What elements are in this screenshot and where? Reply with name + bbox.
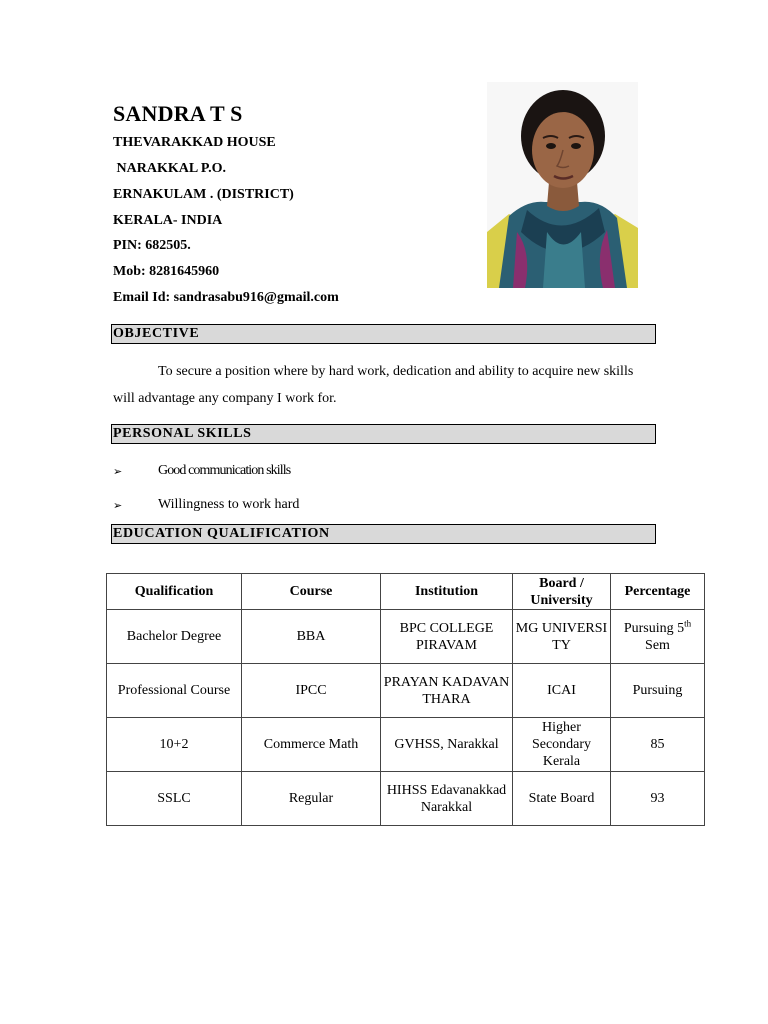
education-section-header <box>111 524 656 544</box>
skill-item: Good communication skills <box>158 463 291 478</box>
column-header-percentage: Percentage <box>611 574 705 610</box>
email-address: Email Id: sandrasabu916@gmail.com <box>113 290 339 305</box>
cell-institution: GVHSS, Narakkal <box>381 718 513 772</box>
table-header-row <box>107 574 705 610</box>
education-section-title: EDUCATION QUALIFICATION <box>113 526 330 541</box>
objective-text: To secure a position where by hard work, dedication and ability to acquire new skills will advantage any company I work for. <box>113 364 634 406</box>
objective-section-title: OBJECTIVE <box>113 326 200 341</box>
profile-photo <box>487 82 638 288</box>
address-line-post: NARAKKAL P.O. <box>113 161 227 176</box>
cell-percentage: 85 <box>611 718 705 772</box>
column-header-institution: Institution <box>381 574 513 610</box>
table-row <box>107 664 705 718</box>
cell-institution: HIHSS Edavanakkad Narakkal <box>381 772 513 826</box>
table-row <box>107 610 705 664</box>
column-header-board: Board / University <box>513 574 611 610</box>
candidate-name: SANDRA T S <box>113 101 243 126</box>
column-header-course: Course <box>242 574 381 610</box>
address-line-state: KERALA- INDIA <box>113 213 223 228</box>
address-line-house: THEVARAKKAD HOUSE <box>113 135 276 150</box>
objective-section-header <box>111 324 656 344</box>
column-header-qualification: Qualification <box>107 574 242 610</box>
skills-section-title: PERSONAL SKILLS <box>113 426 252 441</box>
cell-percentage: Pursuing 5th Sem <box>611 610 705 664</box>
ordinal-suffix: th <box>684 617 692 628</box>
cell-course: Commerce Math <box>242 718 381 772</box>
bullet-arrow-icon: ➢ <box>113 466 123 478</box>
cell-qualification: SSLC <box>107 772 242 826</box>
address-line-pin: PIN: 682505. <box>113 238 191 253</box>
cell-course: BBA <box>242 610 381 664</box>
cell-qualification: Bachelor Degree <box>107 610 242 664</box>
education-table <box>106 573 705 826</box>
table-row <box>107 772 705 826</box>
cell-course: Regular <box>242 772 381 826</box>
skill-item: Willingness to work hard <box>158 497 300 512</box>
cell-institution: PRAYAN KADAVANTHARA <box>381 664 513 718</box>
mobile-number: Mob: 8281645960 <box>113 264 220 279</box>
bullet-arrow-icon: ➢ <box>113 500 123 512</box>
cell-board: MG UNIVERSITY <box>513 610 611 664</box>
cell-percentage: 93 <box>611 772 705 826</box>
cell-course: IPCC <box>242 664 381 718</box>
cell-percentage: Pursuing <box>611 664 705 718</box>
cell-board: State Board <box>513 772 611 826</box>
skills-section-header <box>111 424 656 444</box>
cell-qualification: 10+2 <box>107 718 242 772</box>
cell-board: ICAI <box>513 664 611 718</box>
address-line-district: ERNAKULAM . (DISTRICT) <box>113 187 294 202</box>
cell-qualification: Professional Course <box>107 664 242 718</box>
profile-photo-illustration <box>487 82 638 288</box>
cell-board: Higher Secondary Kerala <box>513 718 611 772</box>
cell-institution: BPC COLLEGE PIRAVAM <box>381 610 513 664</box>
table-row <box>107 718 705 772</box>
